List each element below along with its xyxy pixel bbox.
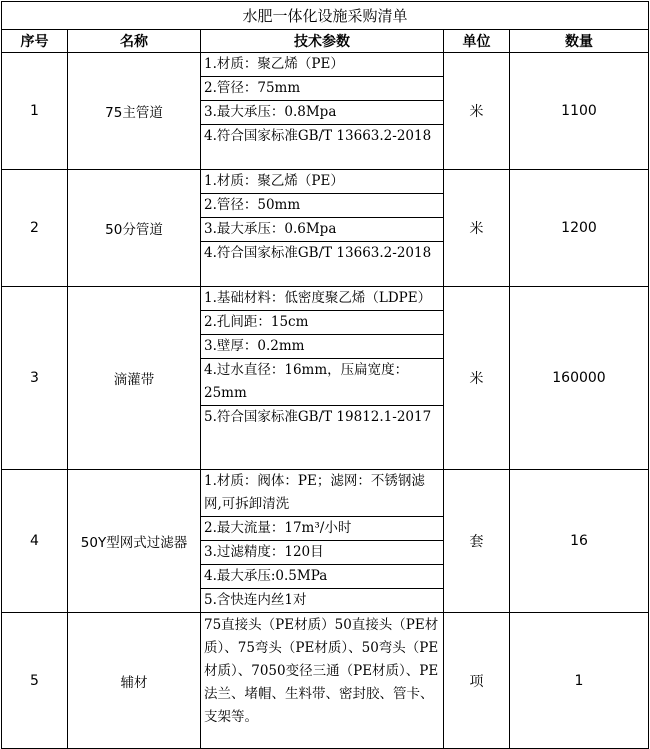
row-unit: 项 xyxy=(444,613,510,749)
row-index: 3 xyxy=(2,287,68,470)
table-title: 水肥一体化设施采购清单 xyxy=(2,2,649,30)
row-specs xyxy=(201,287,444,470)
header-unit: 单位 xyxy=(444,30,510,53)
row-index: 5 xyxy=(2,613,68,749)
row-name: 50分管道 xyxy=(68,170,201,287)
table-row xyxy=(2,53,649,170)
spec-line: 3.过滤精度：120目 xyxy=(201,541,443,565)
row-unit: 套 xyxy=(444,470,510,613)
procurement-table xyxy=(1,1,649,749)
spec-line: 1.材质：聚乙烯（PE） xyxy=(201,53,443,77)
row-index: 4 xyxy=(2,470,68,613)
spec-line: 5.符合国家标准GB/T 19812.1-2017 xyxy=(204,409,432,425)
row-qty: 160000 xyxy=(510,287,649,470)
spec-line: 1.材质：聚乙烯（PE） xyxy=(201,170,443,194)
spec-line: 5.含快连内丝1对 xyxy=(204,592,307,608)
table-row xyxy=(2,613,649,749)
row-unit: 米 xyxy=(444,170,510,287)
header-name: 名称 xyxy=(68,30,201,53)
spec-line: 3.壁厚：0.2mm xyxy=(201,335,443,359)
spec-line: 3.最大承压：0.8Mpa xyxy=(201,101,443,125)
row-name: 辅材 xyxy=(68,613,201,749)
accessories-description: 75直接头（PE材质）50直接头（PE材质）、75弯头（PE材质）、50弯头（PE材质）、7050变径三通（PE材质）、PE法兰、堵帽、生料带、密封胶、管卡、支架等。 xyxy=(204,617,439,725)
spec-line: 2.孔间距：15cm xyxy=(201,311,443,335)
spec-line: 4.最大承压:0.5MPa xyxy=(201,565,443,589)
row-name: 75主管道 xyxy=(68,53,201,170)
spec-line: 2.管径：50mm xyxy=(201,194,443,218)
spec-line: 2.管径：75mm xyxy=(201,77,443,101)
row-qty: 16 xyxy=(510,470,649,613)
table-row xyxy=(2,287,649,470)
spec-line: 1.材质：阀体：PE；滤网：不锈钢滤网,可拆卸清洗 xyxy=(201,470,443,517)
row-specs xyxy=(201,170,444,287)
row-qty: 1 xyxy=(510,613,649,749)
row-name: 滴灌带 xyxy=(68,287,201,470)
table-row xyxy=(2,470,649,613)
row-unit: 米 xyxy=(444,287,510,470)
spec-line: 1.基础材料：低密度聚乙烯（LDPE） xyxy=(201,287,443,311)
row-specs xyxy=(201,613,444,749)
row-specs xyxy=(201,53,444,170)
spec-line: 2.最大流量：17m³/小时 xyxy=(201,517,443,541)
row-specs xyxy=(201,470,444,613)
row-qty: 1100 xyxy=(510,53,649,170)
spec-line: 3.最大承压：0.6Mpa xyxy=(201,218,443,242)
row-qty: 1200 xyxy=(510,170,649,287)
row-unit: 米 xyxy=(444,53,510,170)
header-row xyxy=(2,30,649,53)
header-params: 技术参数 xyxy=(201,30,444,53)
title-row xyxy=(2,2,649,30)
spec-line: 4.过水直径：16mm，压扁宽度：25mm xyxy=(201,359,443,406)
spec-line: 4.符合国家标准GB/T 13663.2-2018 xyxy=(204,245,432,261)
spec-line: 4.符合国家标准GB/T 13663.2-2018 xyxy=(204,128,432,144)
header-qty: 数量 xyxy=(510,30,649,53)
row-index: 2 xyxy=(2,170,68,287)
header-index: 序号 xyxy=(2,30,68,53)
table-row xyxy=(2,170,649,287)
row-index: 1 xyxy=(2,53,68,170)
row-name: 50Y型网式过滤器 xyxy=(68,470,201,613)
